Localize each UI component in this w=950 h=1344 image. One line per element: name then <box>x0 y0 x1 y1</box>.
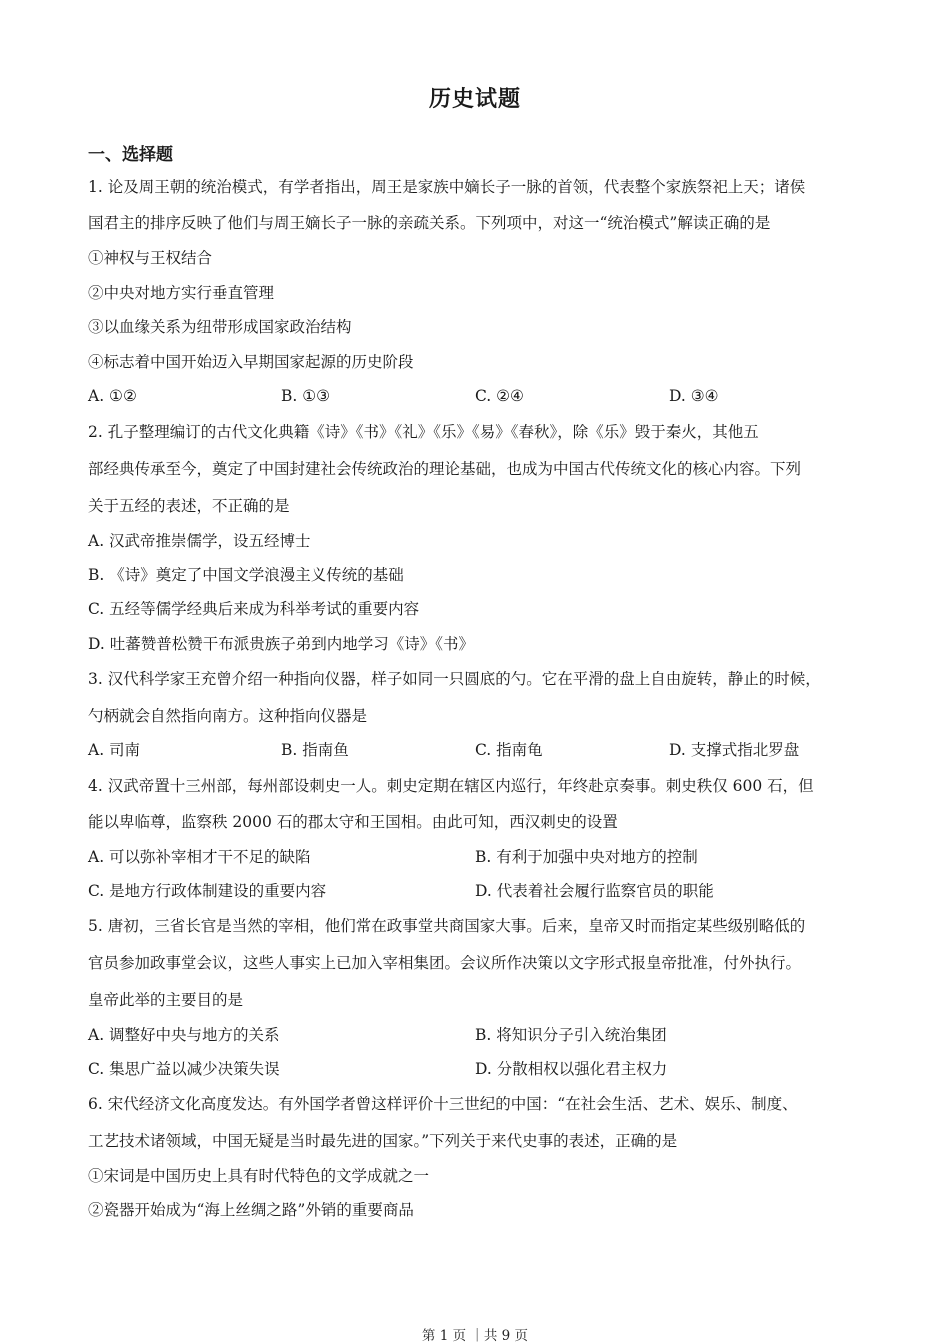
q2-stem-line-2: 部经典传承至今，奠定了中国封建社会传统政治的理论基础，也成为中国古代传统文化的核心内容。下列 <box>88 460 802 478</box>
q1-statement-3: ③以血缘关系为纽带形成国家政治结构 <box>88 318 352 336</box>
q4-option-d: D. 代表着社会履行监察官员的职能 <box>475 882 714 900</box>
q2-option-a: A. 汉武帝推崇儒学，设五经博士 <box>88 532 311 550</box>
q2-stem-line-3: 关于五经的表述，不正确的是 <box>88 497 290 515</box>
q1-option-a: A. ①② <box>88 387 137 405</box>
q2-stem-line-1: 2. 孔子整理编订的古代文化典籍《诗》《书》《礼》《乐》《易》《春秋》，除《乐》毁于秦火，其他五 <box>88 423 759 441</box>
q4-option-c: C. 是地方行政体制建设的重要内容 <box>88 882 327 900</box>
q1-option-d: D. ③④ <box>669 387 719 405</box>
q6-statement-1: ①宋词是中国历史上具有时代特色的文学成就之一 <box>88 1167 430 1185</box>
q2-option-d: D. 吐蕃赞普松赞干布派贵族子弟到内地学习《诗》《书》 <box>88 635 474 653</box>
q5-option-b: B. 将知识分子引入统治集团 <box>475 1026 667 1044</box>
q1-stem-line-1: 1. 论及周王朝的统治模式，有学者指出，周王是家族中嫡长子一脉的首领，代表整个家族祭祀上天；诸侯 <box>88 178 806 196</box>
q3-option-b: B. 指南鱼 <box>281 741 349 759</box>
q1-option-c: C. ②④ <box>475 387 524 405</box>
q1-stem-line-2: 国君主的排序反映了他们与周王嫡长子一脉的亲疏关系。下列项中，对这一“统治模式”解读正确的是 <box>88 214 771 232</box>
page-title: 历史试题 <box>428 87 521 112</box>
q1-option-b: B. ①③ <box>281 387 331 405</box>
q2-option-b: B. 《诗》奠定了中国文学浪漫主义传统的基础 <box>88 566 404 584</box>
q3-option-a: A. 司南 <box>88 741 141 759</box>
q3-stem-line-2: 勺柄就会自然指向南方。这种指向仪器是 <box>88 707 368 725</box>
q5-option-c: C. 集思广益以减少决策失误 <box>88 1060 280 1078</box>
q1-statement-1: ①神权与王权结合 <box>88 249 213 267</box>
q5-option-d: D. 分散相权以强化君主权力 <box>475 1060 668 1078</box>
page-footer: 第 1 页 ｜共 9 页 <box>421 1328 529 1344</box>
section-heading: 一、选择题 <box>88 145 173 165</box>
q4-stem-line-2: 能以卑临尊，监察秩 2000 石的郡太守和王国相。由此可知，西汉刺史的设置 <box>88 813 618 831</box>
q3-option-c: C. 指南龟 <box>475 741 543 759</box>
q5-stem-line-3: 皇帝此举的主要目的是 <box>88 991 244 1009</box>
q6-stem-line-1: 6. 宋代经济文化高度发达。有外国学者曾这样评价十三世纪的中国：“在社会生活、艺术、娱乐、制度、 <box>88 1095 798 1113</box>
q3-option-d: D. 支撑式指北罗盘 <box>669 741 800 759</box>
q5-stem-line-1: 5. 唐初，三省长官是当然的宰相，他们常在政事堂共商国家大事。后来，皇帝又时而指定某些级别略低的 <box>88 917 806 935</box>
q4-option-b: B. 有利于加强中央对地方的控制 <box>475 848 698 866</box>
q3-stem-line-1: 3. 汉代科学家王充曾介绍一种指向仪器，样子如同一只圆底的勺。它在平滑的盘上自由旋转，静止的时候， <box>88 670 821 688</box>
q2-option-c: C. 五经等儒学经典后来成为科举考试的重要内容 <box>88 600 420 618</box>
q4-stem-line-1: 4. 汉武帝置十三州部，每州部设刺史一人。刺史定期在辖区内巡行，年终赴京奏事。刺史秩仅 600 石，但 <box>88 777 814 795</box>
q1-statement-2: ②中央对地方实行垂直管理 <box>88 284 275 302</box>
q6-statement-2: ②瓷器开始成为“海上丝绸之路”外销的重要商品 <box>88 1201 414 1219</box>
q6-stem-line-2: 工艺技术诸领域，中国无疑是当时最先进的国家。”下列关于来代史事的表述，正确的是 <box>88 1132 678 1150</box>
q5-stem-line-2: 官员参加政事堂会议，这些人事实上已加入宰相集团。会议所作决策以文字形式报皇帝批准，付外执行。 <box>88 954 802 972</box>
q4-option-a: A. 可以弥补宰相才干不足的缺陷 <box>88 848 311 866</box>
q1-statement-4: ④标志着中国开始迈入早期国家起源的历史阶段 <box>88 353 414 371</box>
q5-option-a: A. 调整好中央与地方的关系 <box>88 1026 280 1044</box>
